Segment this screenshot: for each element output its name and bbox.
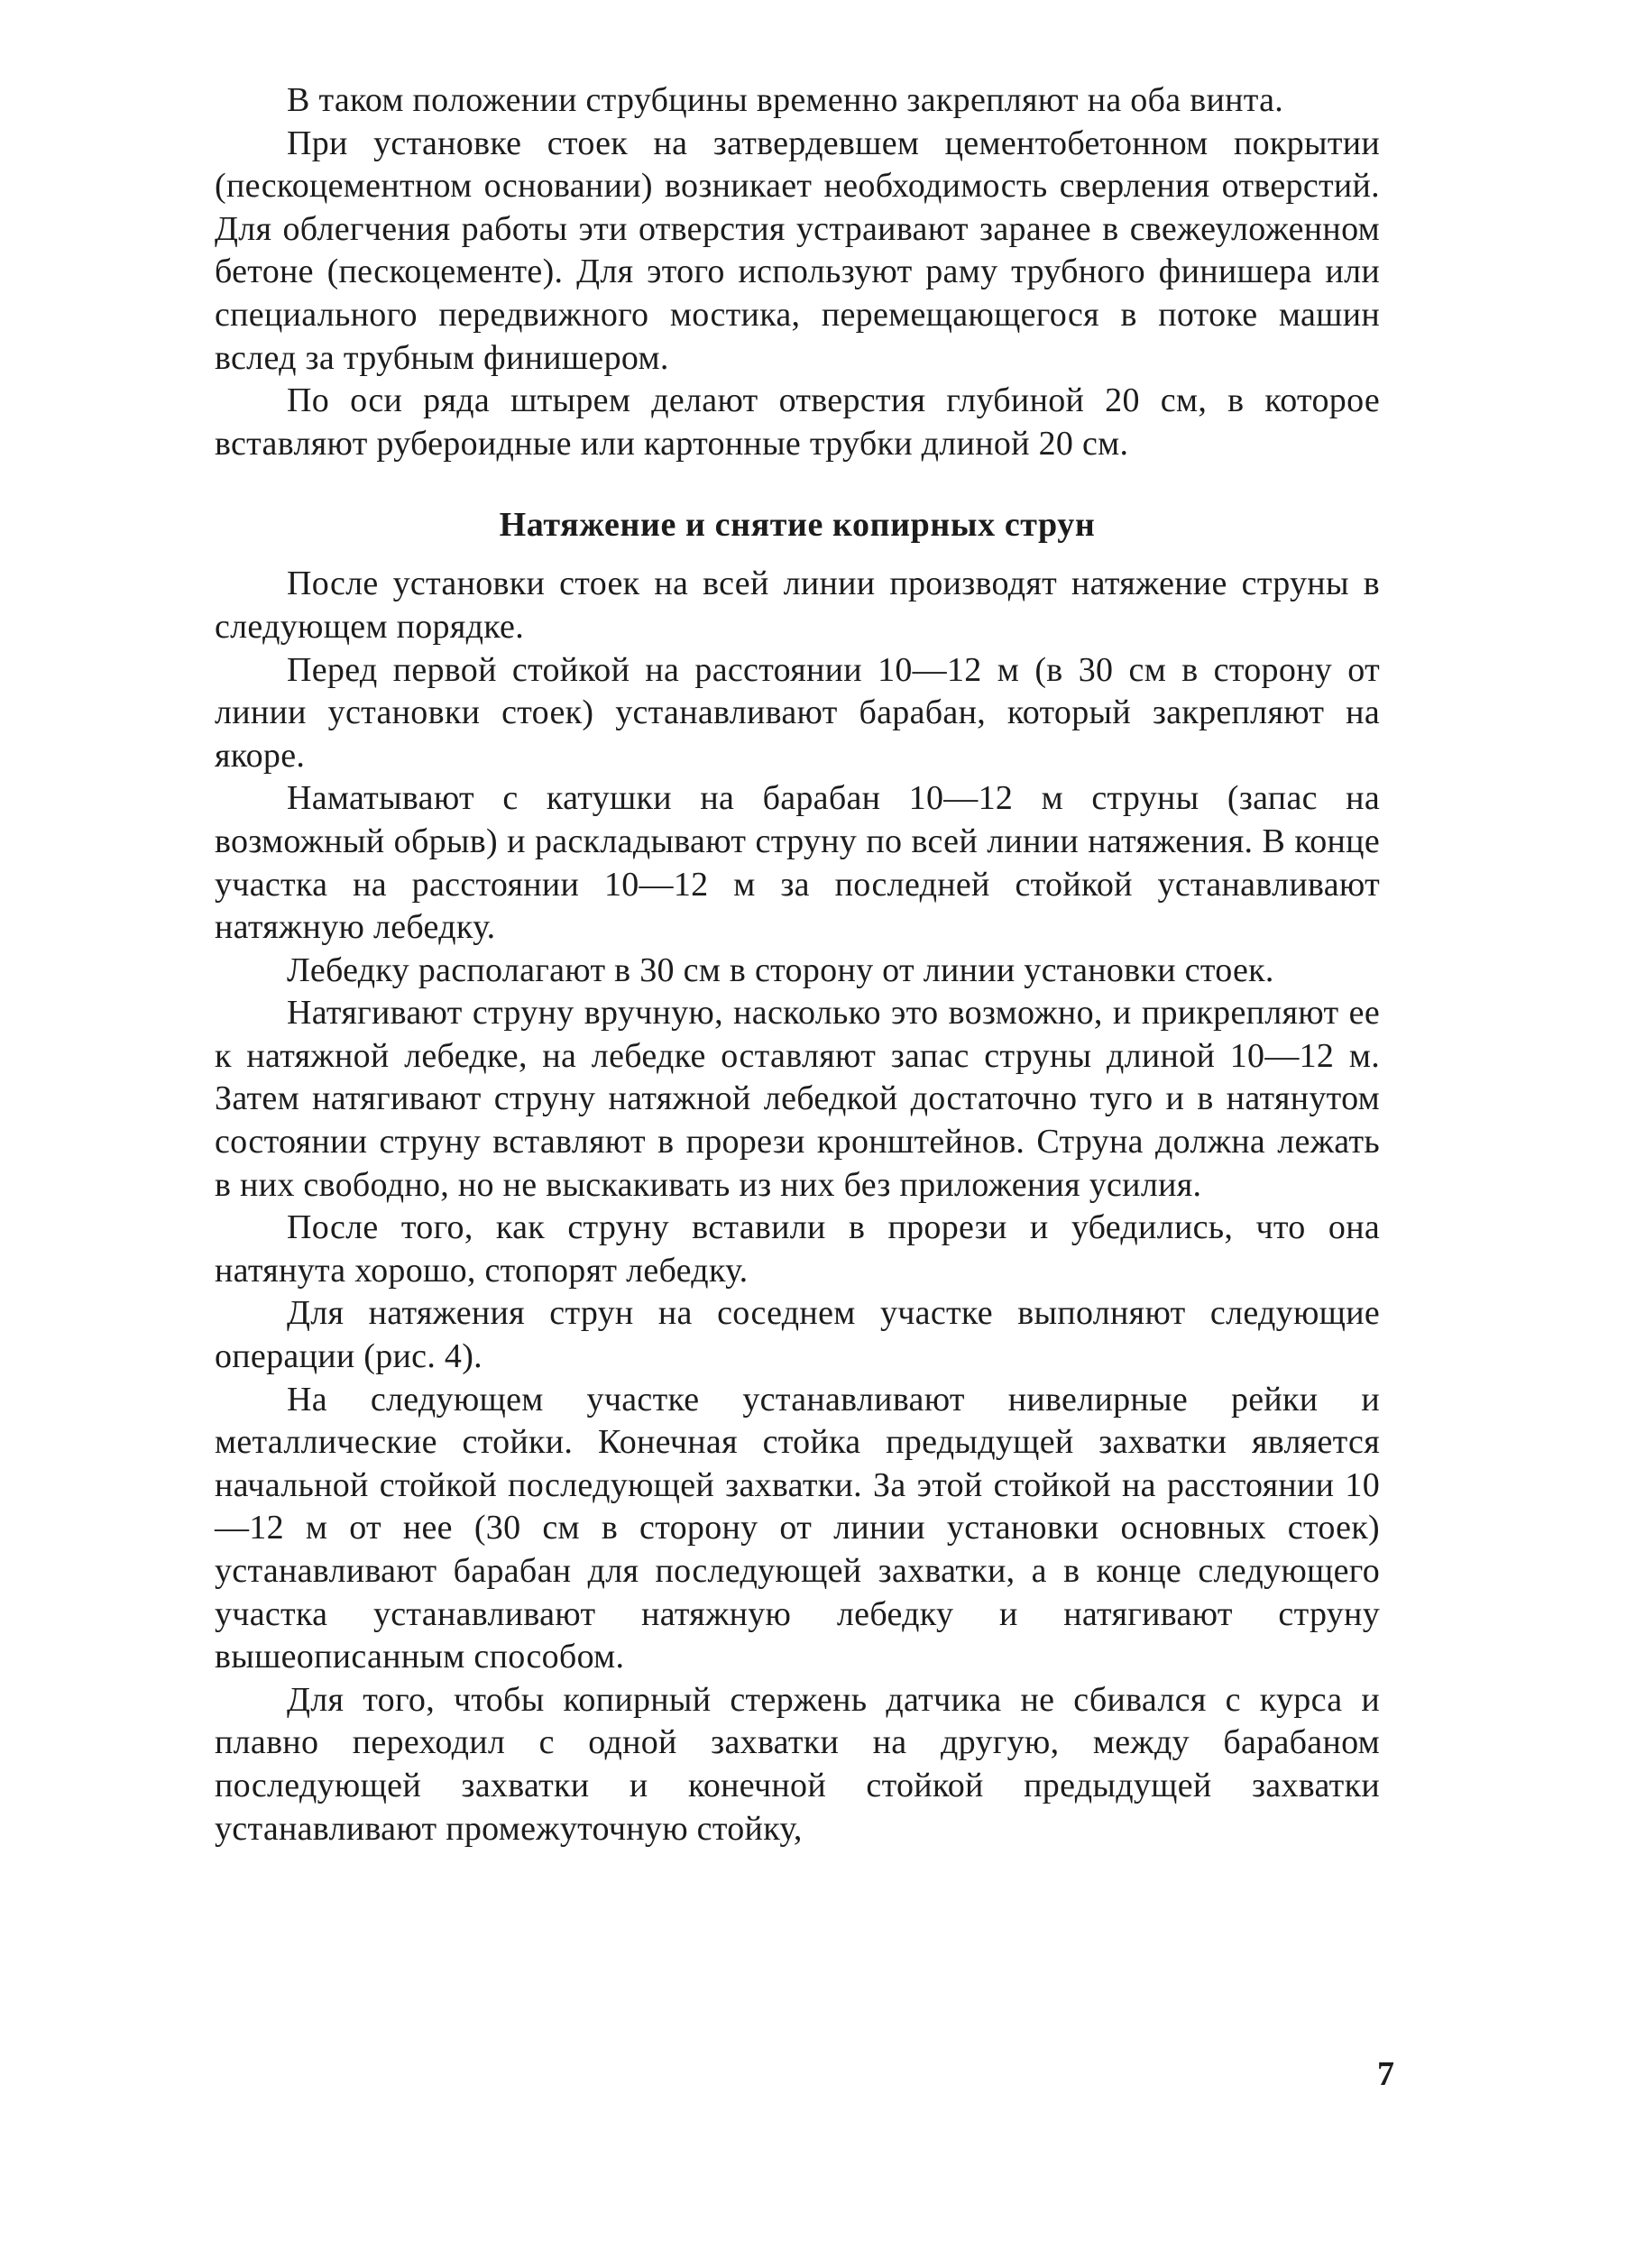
paragraph-drilling-holes: При установке стоек на затвердевшем цементобетонном покрытии (пескоцементном основании) возникает необходимость сверления отверстий. Для облегчения работы эти отверстия устраивают заранее в свежеуложенном бетоне (пескоцементе). Для этого используют раму трубного финишера или специального передвижного мостика, перемещающегося в потоке машин вслед за трубным финишером. (215, 124, 1380, 377)
paragraph-next-section: На следующем участке устанавливают нивелирные рейки и металлические стойки. Конечная стойка предыдущей захватки является начальной стойкой последующей захватки. За этой стойкой на расстоянии 10—12 м от нее (30 см в сторону от линии установки основных стоек) устанавливают барабан для последующей захватки, а в конце следующего участка устанавливают натяжную лебедку и натягивают струну вышеописанным способом. (215, 1380, 1380, 1676)
paragraph-intermediate-post: Для того, чтобы копирный стержень датчика не сбивался с курса и плавно переходил с одной захватки на другую, между барабаном последующей захватки и конечной стойкой предыдущей захватки устанавливают промежуточную стойку, (215, 1680, 1380, 1848)
paragraph-unwinding: Наматывают с катушки на барабан 10—12 м струны (запас на возможный обрыв) и раскладывают струну по всей линии натяжения. В конце участка на расстоянии 10—12 м за последней стойкой устанавливают натяжную лебедку. (215, 779, 1380, 947)
paragraph-rod-holes: По оси ряда штырем делают отверстия глубиной 20 см, в которое вставляют рубероидные или картонные трубки длиной 20 см. (215, 381, 1380, 463)
paragraph-tension-order: После установки стоек на всей линии производят натяжение струны в следующем порядке. (215, 565, 1380, 646)
paragraph-winch-placement: Лебедку располагают в 30 см в сторону от линии установки стоек. (287, 950, 1274, 989)
paragraph-lock-winch: После того, как струну вставили в прорези и убедились, что она натянута хорошо, стопорят лебедку. (215, 1208, 1380, 1290)
page-number: 7 (1377, 2055, 1394, 2093)
paragraph-manual-tension: Натягивают струну вручную, насколько это возможно, и прикрепляют ее к натяжной лебедке, на лебедке оставляют запас струны длиной 10—12 м. Затем натягивают струну натяжной лебедкой достаточно туго и в натянутом состоянии струну вставляют в прорези кронштейнов. Струна должна лежать в них свободно, но не выскакивать из них без приложения усилия. (215, 994, 1380, 1204)
paragraph-adjacent-section: Для натяжения струн на соседнем участке выполняют следующие операции (рис. 4). (215, 1294, 1380, 1376)
paragraph-strubtsiny: В таком положении струбцины временно закрепляют на оба винта. (287, 81, 1284, 119)
paragraph-drum-placement: Перед первой стойкой на расстоянии 10—12 м (в 30 см в сторону от линии установки стоек) устанавливают барабан, который закрепляют на якоре. (215, 650, 1380, 775)
page-body (215, 79, 1380, 1850)
section-heading: Натяжение и снятие копирных струн (499, 506, 1096, 545)
